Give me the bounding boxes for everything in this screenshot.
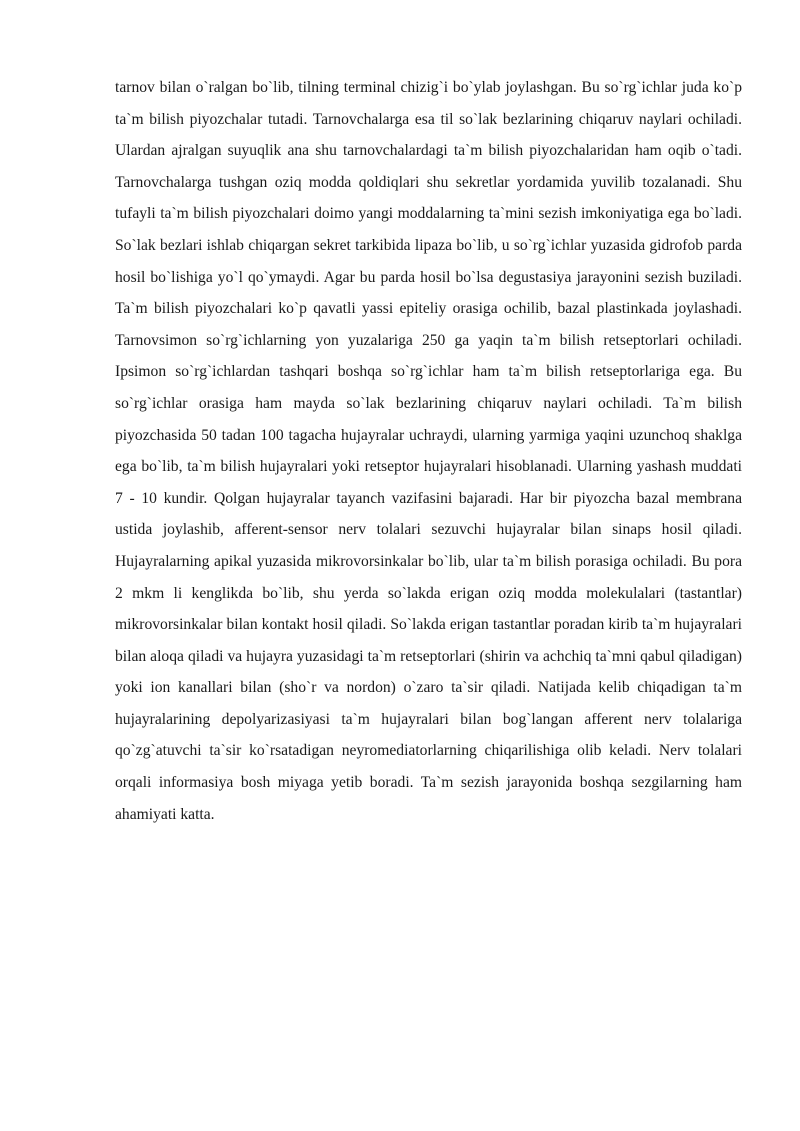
body-paragraph: tarnov bilan o`ralgan bo`lib, tilning terminal chizig`i bo`ylab joylashgan. Bu so`rg`ichlar juda ko`p ta`m bilish piyozchalar tutadi. Tarnovchalarga esa til so`lak bezlarining chiqaruv naylari ochiladi. Ulardan ajralgan suyuqlik ana shu tarnovchalardagi ta`m bilish piyozchalaridan ham oqib o`tadi. Tarnovchalarga tushgan oziq modda qoldiqlari shu sekretlar yordamida yuvilib tozalanadi. Shu tufayli ta`m bilish piyozchalari doimo yangi moddalarning ta`mini sezish imkoniyatiga ega bo`ladi. So`lak bezlari ishlab chiqargan sekret tarkibida lipaza bo`lib, u so`rg`ichlar yuzasida gidrofob parda hosil bo`lishiga yo`l qo`ymaydi. Agar bu parda hosil bo`lsa degustasiya jarayonini sezish buziladi. Ta`m bilish piyozchalari ko`p qavatli yassi epiteliy orasiga ochilib, bazal plastinkada joylashadi. Tarnovsimon so`rg`ichlarning yon yuzalariga 250 ga yaqin ta`m bilish retseptorlari ochiladi. Ipsimon so`rg`ichlardan tashqari boshqa so`rg`ichlar ham ta`m bilish retseptorlariga ega. Bu so`rg`ichlar orasiga ham mayda so`lak bezlarining chiqaruv naylari ochiladi. Ta`m bilish piyozchasida 50 tadan 100 tagacha hujayralar uchraydi, ularning yarmiga yaqini uzunchoq shaklga ega bo`lib, ta`m bilish hujayralari yoki retseptor hujayralari hisoblanadi. Ularning yashash muddati 7 - 10 kundir. Qolgan hujayralar tayanch vazifasini bajaradi. Har bir piyozcha bazal membrana ustida joylashib, afferent-sensor nerv tolalari sezuvchi hujayralar bilan sinaps hosil qiladi. Hujayralarning apikal yuzasida mikrovorsinkalar bo`lib, ular ta`m bilish porasiga ochiladi. Bu pora 2 mkm li kenglikda bo`lib, shu yerda so`lakda erigan oziq modda molekulalari (tastantlar) mikrovorsinkalar bilan kontakt hosil qiladi. So`lakda erigan tastantlar poradan kirib ta`m hujayralari bilan aloqa qiladi va hujayra yuzasidagi ta`m retseptorlari (shirin va achchiq ta`mni qabul qiladigan) yoki ion kanallari bilan (sho`r va nordon) o`zaro ta`sir qiladi. Natijada kelib chiqadigan ta`m hujayralarining depolyarizasiyasi ta`m hujayralari bilan bog`langan afferent nerv tolalariga qo`zg`atuvchi ta`sir ko`rsatadigan neyromediatorlarning chiqarilishiga olib keladi. Nerv tolalari orqali informasiya bosh miyaga yetib boradi. Ta`m sezish jarayonida boshqa sezgilarning ham ahamiyati katta. (115, 79, 742, 823)
